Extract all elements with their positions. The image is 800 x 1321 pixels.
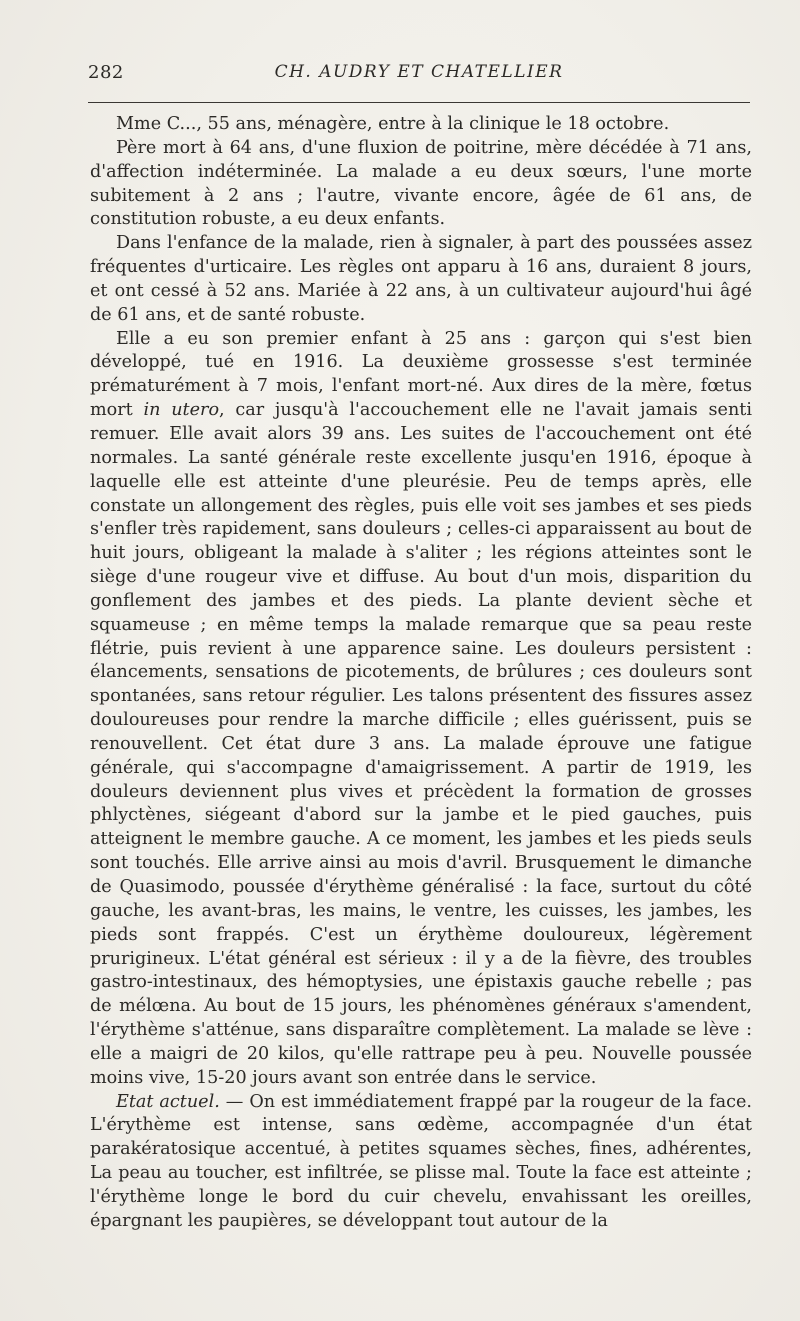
- header-rule: [88, 102, 750, 103]
- paragraph-personal-history: Dans l'enfance de la malade, rien à signaler, à part des poussées assez fréquentes d'urticaire. Les règles ont apparu à 16 ans, duraient 8 jours, et ont cessé à 52 ans. Mariée à 22 ans, à un cultivateur aujourd'hui âgé de 61 ans, et de santé robuste.: [90, 233, 752, 325]
- latin-term: in utero: [143, 400, 220, 421]
- paragraph-current-state: Etat actuel. — On est immédiatement frappé par la rougeur de la face. L'érythème est intense, sans œdème, accompagnée d'un état parakératosique accentué, à petites squames sèches, fines, adhérentes, La peau au toucher, est infiltrée, se plisse mal. Toute la face est atteinte ; l'érythème longe le bord du cuir chevelu, envahissant les oreilles, épargnant les paupières, se développant tout autour de la: [90, 1091, 752, 1231]
- section-heading-etat-actuel: Etat actuel.: [116, 1091, 220, 1112]
- page-number: 282: [88, 62, 124, 83]
- page-header: [88, 62, 750, 88]
- running-title: CH. AUDRY ET CHATELLIER: [274, 62, 564, 82]
- paragraph-family-history: Père mort à 64 ans, d'une fluxion de poitrine, mère décédée à 71 ans, d'affection indéterminée. La malade a eu deux sœurs, l'une morte subitement à 2 ans ; l'autre, vivante encore, âgée de 61 ans, de constitution robuste, a eu deux enfants.: [90, 137, 752, 230]
- body-text: [90, 113, 752, 1234]
- paragraph-disease-history: Elle a eu son premier enfant à 25 ans : garçon qui s'est bien développé, tué en 1916. La deuxième grossesse s'est terminée prématurément à 7 mois, l'enfant mort-né. Aux dires de la mère, fœtus mort in utero, car jusqu'à l'accouchement elle ne l'avait jamais senti remuer. Elle avait alors 39 ans. Les suites de l'accouchement ont été normales. La santé générale reste excellente jusqu'en 1916, époque à laquelle elle est atteinte d'une pleurésie. Peu de temps après, elle constate un allongement des règles, puis elle voit ses jambes et ses pieds s'enfler très rapidement, sans douleurs ; celles-ci apparaissent au bout de huit jours, obligeant la malade à s'aliter ; les régions atteintes sont le siège d'une rougeur vive et diffuse. Au bout d'un mois, disparition du gonflement des jambes et des pieds. La plante devient sèche et squameuse ; en même temps la malade remarque que sa peau reste flétrie, puis revient à une apparence saine. Les douleurs persistent : élancements, sensations de picotements, de brûlures ; ces douleurs sont spontanées, sans retour régulier. Les talons présentent des fissures assez douloureuses pour rendre la marche difficile ; elles guérissent, puis se renouvellent. Cet état dure 3 ans. La malade éprouve une fatigue générale, qui s'accompagne d'amaigrissement. A partir de 1919, les douleurs deviennent plus vives et précèdent la formation de grosses phlyctènes, siégeant d'abord sur la jambe et le pied gauches, puis atteignent le membre gauche. A ce moment, les jambes et les pieds seuls sont touchés. Elle arrive ainsi au mois d'avril. Brusquement le dimanche de Quasimodo, poussée d'érythème généralisé : la face, surtout du côté gauche, les avant-bras, les mains, le ventre, les cuisses, les jambes, les pieds sont frappés. C'est un érythème douloureux, légèrement prurigineux. L'état général est sérieux : il y a de la fièvre, des troubles gastro-intestinaux, des hémoptysies, une épistaxis gauche rebelle ; pas de mélœna. Au bout de 15 jours, les phénomènes généraux s'amendent, l'érythème s'atténue, sans disparaître complètement. La malade se lève : elle a maigri de 20 kilos, qu'elle rattrape peu à peu. Nouvelle poussée moins vive, 15-20 jours avant son entrée dans le service.: [90, 328, 752, 1088]
- paragraph-patient-intro: Mme C..., 55 ans, ménagère, entre à la clinique le 18 octobre.: [116, 114, 670, 134]
